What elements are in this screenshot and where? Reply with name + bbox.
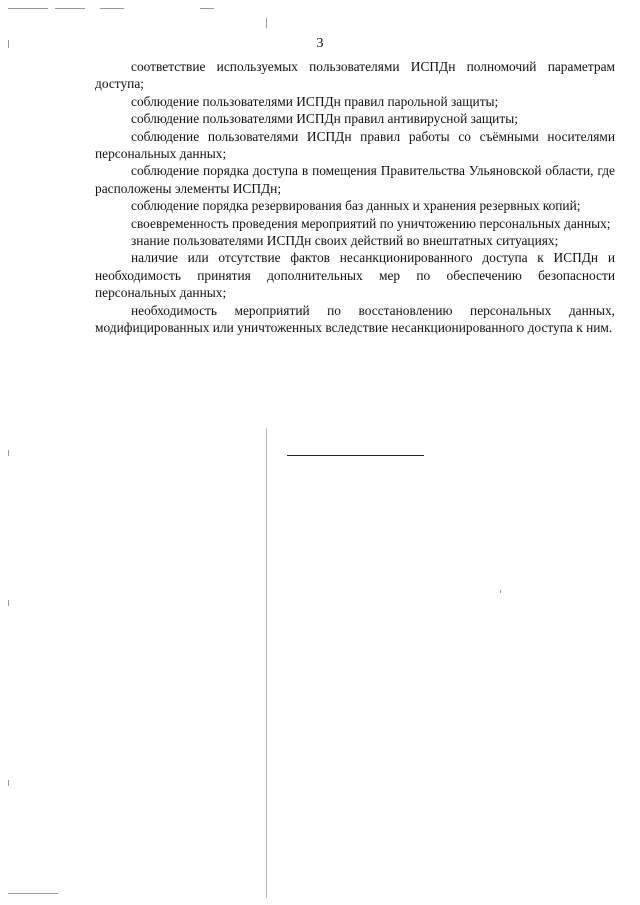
paragraph: соблюдение порядка доступа в помещения Правительства Ульяновской области, где расположены элементы ИСПДн; bbox=[95, 163, 615, 196]
paragraph: наличие или отсутствие фактов несанкционированного доступа к ИСПДн и необходимость принятия дополнительных мер по обеспечению безопасности персональных данных; bbox=[95, 250, 615, 301]
paragraph: соблюдение пользователями ИСПДн правил парольной защиты; bbox=[131, 93, 499, 109]
paragraph: знание пользователями ИСПДн своих действий во внештатных ситуациях; bbox=[131, 233, 559, 249]
paragraph: соответствие используемых пользователями ИСПДн полномочий параметрам доступа; bbox=[95, 59, 615, 92]
end-of-document-rule bbox=[287, 455, 424, 456]
paragraph: соблюдение пользователями ИСПДн правил антивирусной защиты; bbox=[131, 111, 518, 127]
paragraph: своевременность проведения мероприятий по уничтожению персональных данных; bbox=[131, 215, 611, 231]
paragraph: необходимость мероприятий по восстановлению персональных данных, модифицированных или уничтоженных вследствие несанкционированного доступа к ним. bbox=[95, 302, 615, 336]
page-number: 3 bbox=[316, 36, 324, 51]
paragraph: соблюдение пользователями ИСПДн правил работы со съёмными носителями персональных данных; bbox=[95, 128, 615, 162]
paragraph: соблюдение порядка резервирования баз данных и хранения резервных копий; bbox=[131, 198, 581, 214]
document-body bbox=[95, 58, 615, 337]
